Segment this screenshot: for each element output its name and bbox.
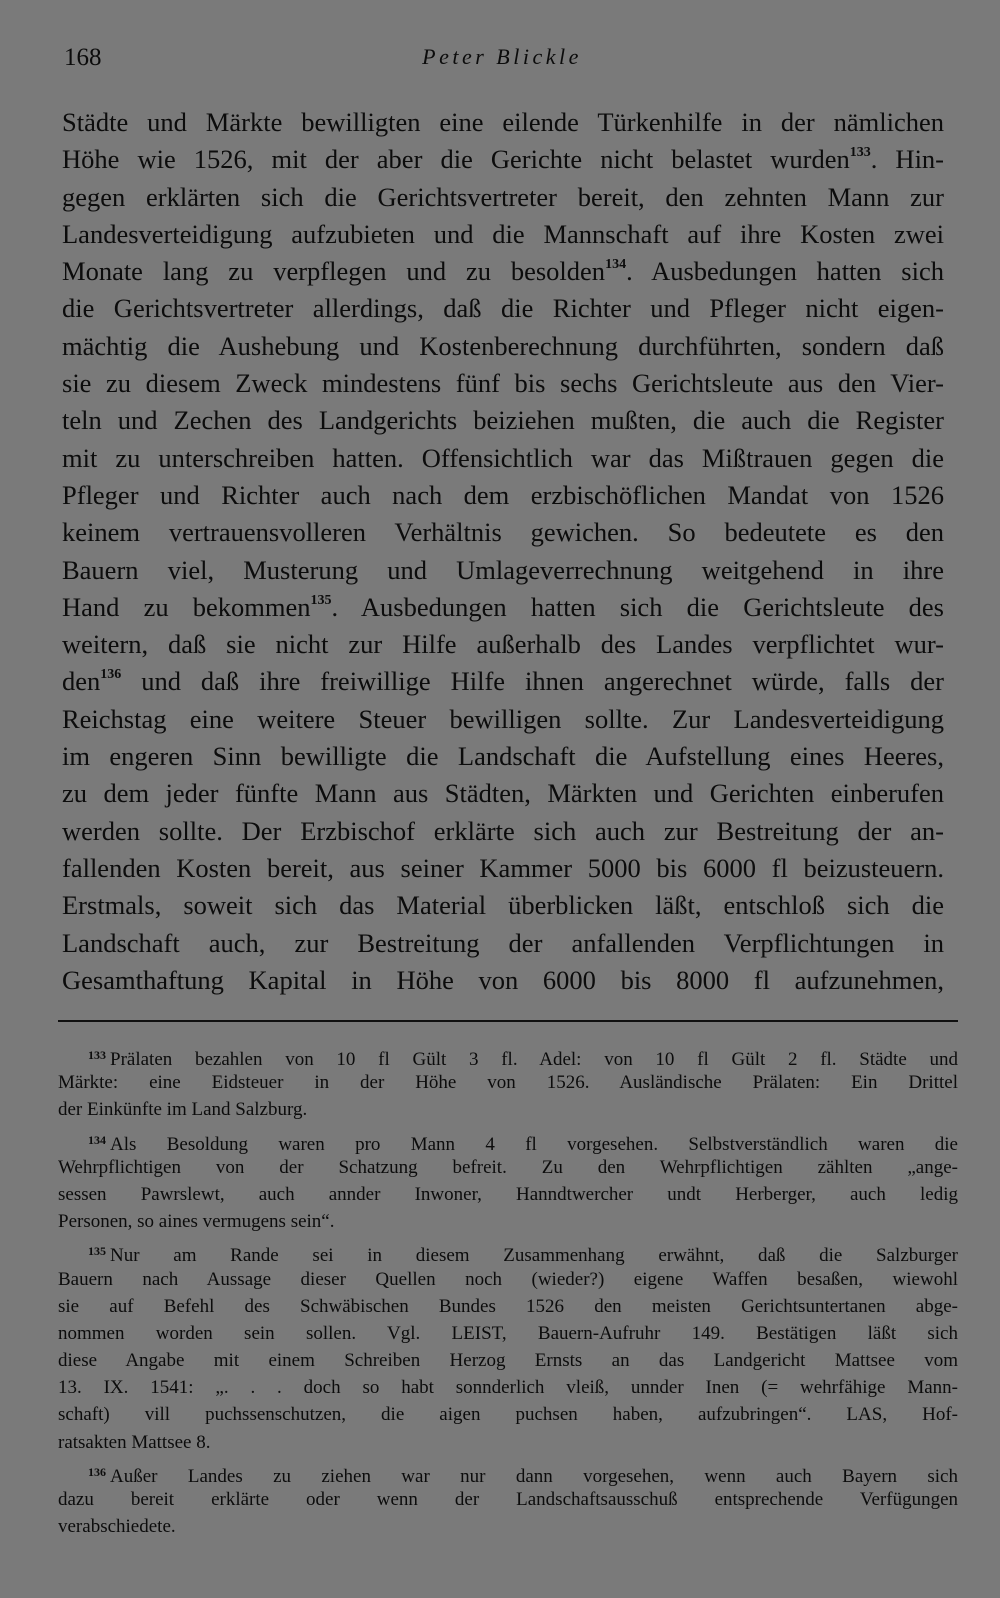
footnote-ref: 133 bbox=[849, 145, 871, 161]
body-line: im engeren Sinn bewilligte die Landschaft die Aufstellung eines Heeres, bbox=[62, 741, 944, 772]
footnote-line: $^{135}$ Nur am Rande sei in diesem Zusammenhang erwähnt, daß die Salzburger bbox=[88, 1244, 958, 1267]
body-line: Landesverteidigung aufzubieten und die Mannschaft auf ihre Kosten zwei bbox=[62, 218, 944, 249]
footnote-line: diese Angabe mit einem Schreiben Herzog Ernsts an das Landgericht Mattsee vom bbox=[58, 1350, 958, 1372]
footnote-line: 13. IX. 1541: „. . . doch so habt sonnderlich vleiß, unnder Inen (= wehrfähige Mann- bbox=[58, 1377, 958, 1399]
footnote-line: der Einkünfte im Land Salzburg. bbox=[58, 1099, 308, 1121]
footnote-line: $^{136}$ Außer Landes zu ziehen war nur dann vorgesehen, wenn auch Bayern sich bbox=[88, 1464, 958, 1487]
body-line: keinem vertrauensvolleren Verhältnis gewichen. So bedeutete es den bbox=[62, 517, 944, 548]
body-line: den$^{136}$ und daß ihre freiwillige Hilfe ihnen angerechnet würde, falls der bbox=[62, 666, 944, 697]
footnote-line: sie auf Befehl des Schwäbischen Bundes 1526 den meisten Gerichtsuntertanen abge- bbox=[58, 1295, 958, 1317]
running-title: Peter Blickle bbox=[422, 44, 582, 69]
footnote-number: 134 bbox=[88, 1132, 106, 1147]
footnote-number: 133 bbox=[88, 1048, 106, 1062]
body-line: Erstmals, soweit sich das Material überblicken läßt, entschloß sich die bbox=[62, 890, 944, 921]
body-line: werden sollte. Der Erzbischof erklärte sich auch zur Bestreitung der an- bbox=[62, 815, 944, 846]
body-line: gegen erklärten sich die Gerichtsvertreter bereit, den zehnten Mann zur bbox=[62, 181, 944, 212]
footnote-line: sessen Pawrslewt, auch annder Inwoner, Hanndtwercher undt Herberger, auch ledig bbox=[58, 1183, 958, 1205]
footnote-line: Wehrpflichtigen von der Schatzung befreit. Zu den Wehrpflichtigen zählten „ange- bbox=[58, 1156, 958, 1178]
footnote-ref: 134 bbox=[605, 257, 627, 273]
footnote-ref: 135 bbox=[310, 592, 332, 608]
footnote-line: $^{133}$ Prälaten bezahlen von 10 fl Gült 3 fl. Adel: von 10 fl Gült 2 fl. Städte und bbox=[88, 1048, 958, 1070]
body-line: teln und Zechen des Landgerichts beiziehen mußten, die auch die Register bbox=[62, 405, 944, 436]
footnote-line: $^{134}$ Als Besoldung waren pro Mann 4 fl vorgesehen. Selbstverständlich waren die bbox=[88, 1132, 958, 1155]
body-line: die Gerichtsvertreter allerdings, daß die Richter und Pfleger nicht eigen- bbox=[62, 293, 944, 324]
body-line: Reichstag eine weitere Steuer bewilligen sollte. Zur Landesverteidigung bbox=[62, 703, 944, 734]
footnote-line: Bauern nach Aussage dieser Quellen noch (wieder?) eigene Waffen besaßen, wiewohl bbox=[58, 1268, 958, 1290]
footnote-number: 135 bbox=[88, 1244, 106, 1259]
footnote-line: Personen, so aines vermugens sein“. bbox=[58, 1211, 335, 1233]
body-line: Höhe wie 1526, mit der aber die Gerichte nicht belastet wurden$^{133}$. Hin- bbox=[62, 144, 945, 175]
footnotes bbox=[58, 1042, 958, 1540]
footnote-line: nommen worden sein sollen. Vgl. LEIST, Bauern-Aufruhr 149. Bestätigen läßt sich bbox=[58, 1322, 958, 1344]
page-header bbox=[64, 44, 940, 84]
footnote-line: Märkte: eine Eidsteuer in der Höhe von 1526. Ausländische Prälaten: Ein Drittel bbox=[58, 1072, 958, 1094]
footnote bbox=[58, 1127, 958, 1236]
footnote-line: dazu bereit erklärte oder wenn der Landschaftsausschuß entsprechende Verfügungen bbox=[58, 1489, 958, 1510]
footnote-line: ratsakten Mattsee 8. bbox=[58, 1431, 211, 1453]
footnote-rule bbox=[58, 1020, 958, 1022]
body-line: Monate lang zu verpflegen und zu besolden$^{134}$. Ausbedungen hatten sich bbox=[62, 256, 944, 287]
body-line: sie zu diesem Zweck mindestens fünf bis sechs Gerichtsleute aus den Vier- bbox=[62, 368, 944, 399]
footnote bbox=[58, 1238, 958, 1456]
body-line: Pfleger und Richter auch nach dem erzbischöflichen Mandat von 1526 bbox=[62, 479, 944, 510]
body-line: mit zu unterschreiben hatten. Offensichtlich war das Mißtrauen gegen die bbox=[62, 442, 944, 473]
body-line: zu dem jeder fünfte Mann aus Städten, Märkten und Gerichten einberufen bbox=[62, 778, 944, 809]
body-line: Landschaft auch, zur Bestreitung der anfallenden Verpflichtungen in bbox=[62, 927, 944, 958]
footnote-line: schaft) vill puchssenschutzen, die aigen puchsen haben, aufzubringen“. LAS, Hof- bbox=[58, 1404, 958, 1426]
footnote bbox=[58, 1042, 958, 1124]
body-line: Städte und Märkte bewilligten eine eilende Türkenhilfe in der nämlichen bbox=[62, 107, 944, 137]
body-line: Hand zu bekommen$^{135}$. Ausbedungen hatten sich die Gerichtsleute des bbox=[62, 591, 944, 622]
footnote-ref: 136 bbox=[100, 667, 122, 683]
body-line: Bauern viel, Musterung und Umlageverrechnung weitgehend in ihre bbox=[62, 554, 944, 585]
body-line: mächtig die Aushebung und Kostenberechnung durchführten, sondern daß bbox=[62, 330, 944, 361]
page-number: 168 bbox=[64, 44, 102, 71]
body-text bbox=[62, 104, 944, 999]
footnote bbox=[58, 1459, 958, 1541]
footnote-number: 136 bbox=[88, 1464, 106, 1479]
body-line: fallenden Kosten bereit, aus seiner Kammer 5000 bis 6000 fl beizusteuern. bbox=[62, 852, 944, 883]
footnote-line: verabschiedete. bbox=[58, 1516, 176, 1538]
body-line: Gesamthaftung Kapital in Höhe von 6000 bis 8000 fl aufzunehmen, bbox=[62, 964, 944, 995]
body-line: weitern, daß sie nicht zur Hilfe außerhalb des Landes verpflichtet wur- bbox=[62, 629, 944, 660]
